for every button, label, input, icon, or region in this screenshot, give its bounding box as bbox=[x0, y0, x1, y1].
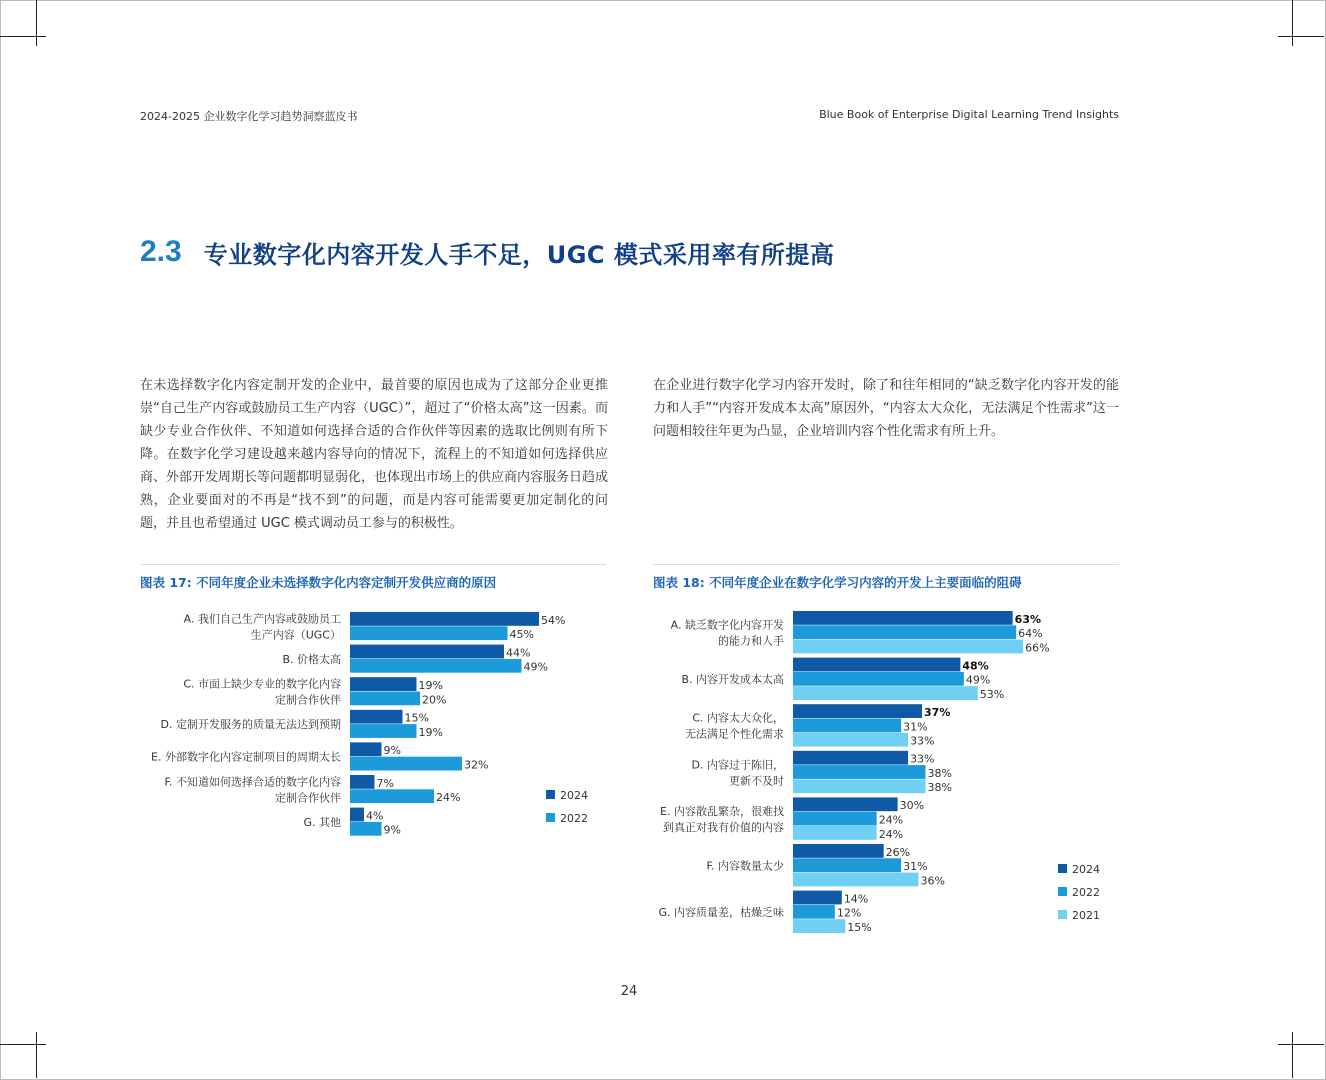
fig18-data-label: 38% bbox=[927, 766, 952, 780]
fig17-category-label: C. 市面上缺少专业的数字化内容 bbox=[183, 677, 341, 691]
fig18-category-label: C. 内容太大众化， bbox=[692, 711, 784, 725]
fig17-data-label: 49% bbox=[523, 660, 548, 674]
fig17-data-label: 4% bbox=[366, 809, 384, 823]
fig18-data-label: 26% bbox=[885, 845, 911, 859]
fig17-data-label: 7% bbox=[376, 776, 394, 790]
fig18-bar-2024 bbox=[793, 797, 898, 811]
fig18-category-label: D. 内容过于陈旧， bbox=[691, 758, 784, 772]
fig17-category-label: E. 外部数字化内容定制项目的周期太长 bbox=[151, 750, 341, 764]
fig18-bar-2024 bbox=[793, 891, 842, 905]
fig17-category-label: D. 定制开发服务的质量无法达到预期 bbox=[160, 718, 341, 732]
fig18-data-label: 33% bbox=[910, 752, 935, 766]
fig18-category-label: A. 缺乏数字化内容开发 bbox=[670, 618, 784, 632]
fig18-bar-2024 bbox=[793, 844, 884, 858]
fig18-bar-2022 bbox=[793, 858, 901, 872]
fig17-data-label: 45% bbox=[509, 628, 534, 642]
fig17-legend-label: 2022 bbox=[560, 812, 588, 825]
fig18-legend-swatch-2024 bbox=[1058, 864, 1067, 873]
fig18-bar-2021 bbox=[793, 733, 908, 747]
figure-17-title: 图表 17: 不同年度企业未选择数字化内容定制开发供应商的原因 bbox=[140, 575, 497, 590]
fig18-bar-2024 bbox=[793, 611, 1013, 625]
fig17-data-label: 44% bbox=[506, 646, 531, 660]
fig18-category-label: F. 内容数量太少 bbox=[706, 859, 784, 873]
fig17-data-label: 20% bbox=[422, 693, 447, 707]
fig17-category-label: 定制合作伙伴 bbox=[275, 791, 341, 805]
fig18-data-label: 14% bbox=[843, 892, 869, 906]
fig18-legend-label: 2021 bbox=[1072, 909, 1100, 922]
fig18-legend-label: 2022 bbox=[1072, 886, 1100, 899]
fig18-data-label: 49% bbox=[965, 673, 991, 687]
fig18-bar-2022 bbox=[793, 719, 901, 733]
fig18-bar-2022 bbox=[793, 765, 926, 779]
fig18-data-label: 24% bbox=[878, 813, 904, 827]
fig18-bar-2021 bbox=[793, 686, 978, 700]
fig17-category-label: G. 其他 bbox=[303, 815, 341, 829]
fig18-category-label: E. 内容散乱繁杂，很难找 bbox=[660, 804, 784, 818]
body-paragraph-left: 在未选择数字化内容定制开发的企业中，最首要的原因也成为了这部分企业更推崇“自己生产内容或鼓励员工生产内容（UGC）”，超过了“价格太高”这一因素。而缺少专业合作伙伴、不知道如何选择合适的合作伙伴等因素的选取比例则有所下降。在数字化学习建设越来越内容导向的情况下，流程上的不知道如何选择供应商、外部开发周期长等问题都明显弱化，也体现出市场上的供应商内容服务日趋成熟，企业要面对的不再是“找不到”的问题，而是内容可能需要更加定制化的问题，并且也希望通过 UGC 模式调动员工参与的积极性。 bbox=[140, 378, 609, 531]
fig18-data-label: 12% bbox=[836, 906, 862, 920]
page-number: 24 bbox=[620, 984, 638, 999]
fig18-data-label: 63% bbox=[1014, 612, 1042, 626]
fig18-data-label: 53% bbox=[979, 688, 1005, 701]
fig18-category-label: 到真正对我有价值的内容 bbox=[663, 820, 784, 834]
fig18-data-label: 64% bbox=[1018, 627, 1043, 641]
fig17-data-label: 9% bbox=[383, 823, 401, 837]
fig17-category-label: 定制合作伙伴 bbox=[275, 693, 341, 707]
fig18-data-label: 33% bbox=[910, 734, 935, 748]
fig18-data-label: 31% bbox=[903, 720, 928, 734]
fig18-legend-swatch-2021 bbox=[1058, 910, 1067, 919]
fig18-data-label: 30% bbox=[899, 799, 925, 813]
fig17-data-label: 54% bbox=[541, 613, 566, 627]
fig18-bar-2022 bbox=[793, 625, 1016, 639]
figure-18-title: 图表 18: 不同年度企业在数字化学习内容的开发上主要面临的阻碍 bbox=[653, 575, 1022, 590]
fig17-category-label: A. 我们自己生产内容或鼓励员工 bbox=[183, 612, 341, 626]
running-header-left: 2024-2025 企业数字化学习趋势洞察蓝皮书 bbox=[140, 110, 358, 123]
fig17-data-label: 24% bbox=[436, 791, 461, 805]
fig18-bar-2021 bbox=[793, 779, 926, 793]
fig18-data-label: 38% bbox=[927, 781, 952, 795]
section-title: 专业数字化内容开发人手不足，UGC 模式采用率有所提高 bbox=[203, 240, 835, 269]
fig18-bar-2024 bbox=[793, 658, 960, 672]
fig18-category-label: 无法满足个性化需求 bbox=[685, 727, 784, 741]
fig18-legend-label: 2024 bbox=[1072, 863, 1100, 876]
fig17-data-label: 19% bbox=[418, 725, 443, 739]
fig18-category-label: B. 内容开发成本太高 bbox=[681, 673, 784, 687]
section-number: 2.3 bbox=[140, 235, 182, 268]
fig18-data-label: 15% bbox=[847, 921, 872, 934]
fig18-bar-2022 bbox=[793, 905, 835, 919]
fig17-data-label: 19% bbox=[418, 679, 443, 692]
fig18-bar-2022 bbox=[793, 672, 964, 686]
fig18-bar-2021 bbox=[793, 919, 845, 933]
fig17-legend-label: 2024 bbox=[560, 789, 588, 802]
fig18-legend-swatch-2022 bbox=[1058, 887, 1067, 896]
fig18-category-label: 的能力和人手 bbox=[718, 634, 784, 648]
fig18-category-label: 更新不及时 bbox=[729, 774, 784, 788]
fig17-data-label: 15% bbox=[404, 711, 429, 725]
body-paragraph-right: 在企业进行数字化学习内容开发时，除了和往年相同的“缺乏数字化内容开发的能力和人手”“内容开发成本太高”原因外，“内容太大众化，无法满足个性需求”这一问题相较往年更为凸显，企业培训内容个性化需求有所上升。 bbox=[653, 378, 1119, 439]
running-header-right: Blue Book of Enterprise Digital Learning Trend Insights bbox=[819, 108, 1119, 121]
fig18-data-label: 24% bbox=[878, 827, 904, 841]
fig17-category-label: B. 价格太高 bbox=[282, 652, 341, 666]
fig18-bar-2021 bbox=[793, 640, 1023, 654]
fig18-bar-2021 bbox=[793, 873, 919, 887]
fig18-bar-2021 bbox=[793, 826, 877, 840]
fig18-data-label: 31% bbox=[903, 860, 928, 874]
fig18-category-label: G. 内容质量差，枯燥乏味 bbox=[658, 906, 784, 920]
fig18-bar-2024 bbox=[793, 751, 908, 765]
fig17-data-label: 9% bbox=[383, 744, 401, 758]
fig18-data-label: 36% bbox=[920, 874, 945, 888]
fig17-data-label: 32% bbox=[464, 758, 489, 772]
fig18-bar-2022 bbox=[793, 812, 877, 826]
fig18-data-label: 37% bbox=[924, 706, 951, 719]
fig18-data-label: 66% bbox=[1025, 641, 1050, 655]
fig17-category-label: 生产内容（UGC） bbox=[250, 628, 341, 642]
fig18-bar-2024 bbox=[793, 704, 922, 718]
fig18-data-label: 48% bbox=[962, 659, 989, 673]
fig17-category-label: F. 不知道如何选择合适的数字化内容 bbox=[164, 775, 341, 789]
